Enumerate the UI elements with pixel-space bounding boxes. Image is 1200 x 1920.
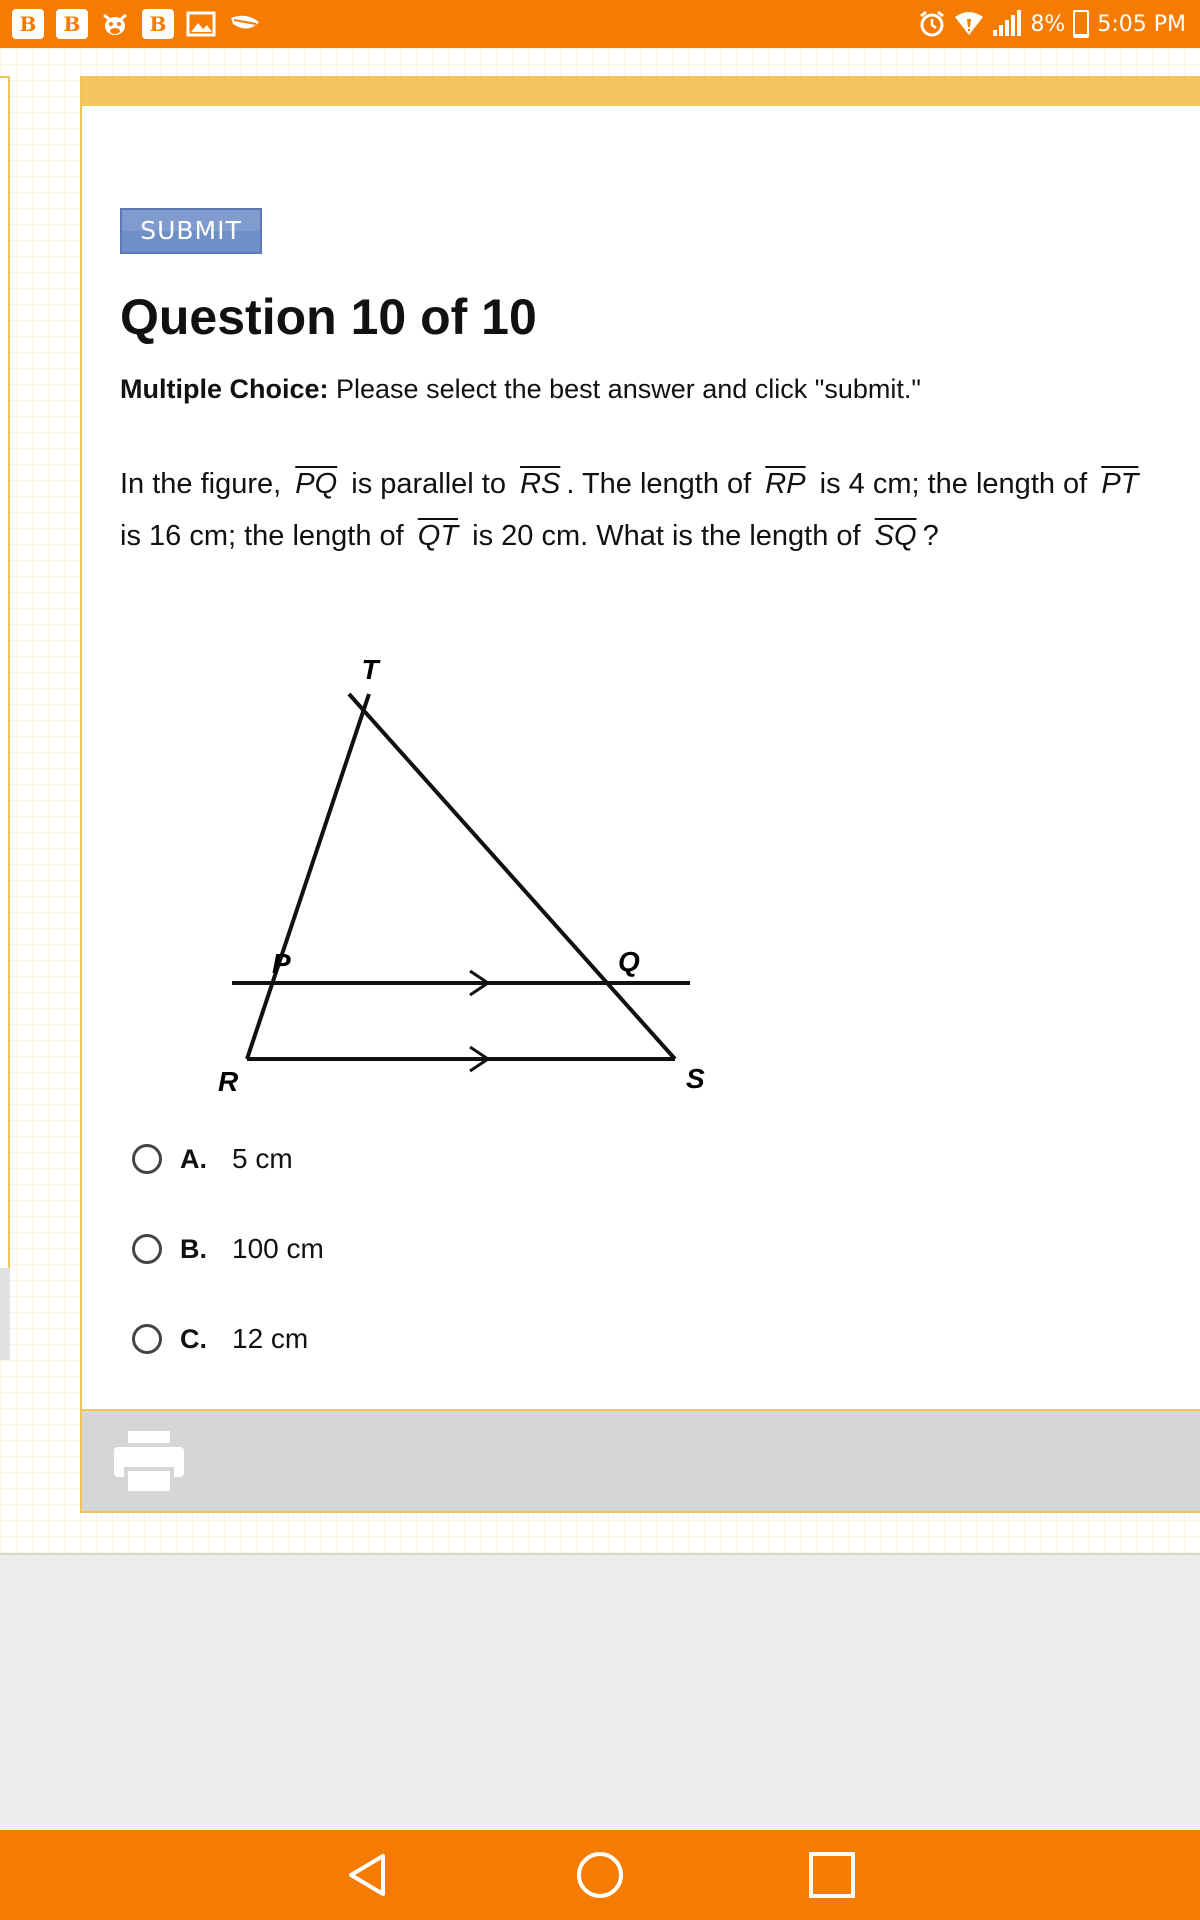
choice-a[interactable] bbox=[132, 1114, 832, 1204]
segment-sq: $\overline{SQ}$ bbox=[874, 520, 917, 552]
label-t: T bbox=[361, 654, 379, 685]
problem-text-part: In the figure, bbox=[120, 468, 282, 500]
quiz-panel bbox=[80, 76, 1200, 1513]
question-title: Question 10 of 10 bbox=[120, 289, 537, 345]
previous-panel-footer-edge bbox=[0, 1268, 10, 1360]
notification-icons bbox=[12, 9, 274, 39]
question-title-clip bbox=[120, 289, 920, 346]
choice-letter: A. bbox=[180, 1143, 207, 1174]
problem-text-part: is parallel to bbox=[351, 468, 506, 500]
choice-c[interactable] bbox=[132, 1294, 832, 1384]
segment-qt: $\overline{QT}$ bbox=[417, 520, 459, 552]
app-b-icon: B bbox=[56, 9, 88, 39]
submit-button[interactable]: SUBMIT bbox=[120, 208, 262, 254]
problem-text bbox=[120, 458, 1160, 562]
choice-text: 5 cm bbox=[232, 1143, 293, 1174]
segment-ts-line bbox=[349, 694, 675, 1059]
choice-text: 12 cm bbox=[232, 1323, 309, 1354]
choice-letter: C. bbox=[180, 1323, 207, 1354]
segment-rs: $\overline{RS}$ bbox=[520, 468, 561, 500]
alarm-icon bbox=[918, 10, 946, 38]
instructions-text: Please select the best answer and click "submit." bbox=[336, 374, 921, 404]
battery-icon bbox=[1073, 10, 1089, 38]
problem-text-part: . The length of bbox=[566, 468, 752, 500]
battery-percent: 8% bbox=[1030, 11, 1066, 37]
leaf-icon bbox=[228, 10, 262, 38]
label-p: P bbox=[272, 948, 291, 979]
choice-text: 100 cm bbox=[232, 1233, 324, 1264]
problem-text-part: is 16 cm; the length of bbox=[120, 520, 404, 552]
instructions bbox=[120, 374, 921, 405]
problem-text-part: is 20 cm. What is the length of bbox=[472, 520, 861, 552]
choice-letter: B. bbox=[180, 1233, 207, 1264]
home-icon[interactable] bbox=[570, 1845, 630, 1905]
gallery-icon bbox=[186, 10, 216, 38]
label-q: Q bbox=[618, 946, 640, 977]
app-b-icon: B bbox=[142, 9, 174, 39]
previous-panel-edge bbox=[0, 76, 10, 1360]
navigation-bar bbox=[0, 1830, 1200, 1920]
radio-button[interactable] bbox=[132, 1324, 162, 1354]
label-r: R bbox=[218, 1066, 239, 1097]
page-bottom-area bbox=[0, 1553, 1200, 1830]
panel-header-bar bbox=[82, 78, 1200, 106]
problem-text-part: ? bbox=[922, 520, 939, 552]
print-icon[interactable] bbox=[112, 1429, 186, 1500]
instructions-label: Multiple Choice: bbox=[120, 374, 329, 404]
recents-icon[interactable] bbox=[802, 1845, 862, 1905]
system-icons bbox=[910, 10, 1186, 38]
segment-pt: $\overline{PT}$ bbox=[1101, 468, 1139, 500]
signal-icon bbox=[992, 10, 1022, 38]
clock: 5:05 PM bbox=[1097, 11, 1186, 37]
panel-footer bbox=[82, 1409, 1200, 1511]
problem-text-part: is 4 cm; the length of bbox=[819, 468, 1088, 500]
radio-button[interactable] bbox=[132, 1144, 162, 1174]
radio-button[interactable] bbox=[132, 1234, 162, 1264]
segment-rp: $\overline{RP}$ bbox=[765, 468, 806, 500]
question-content[interactable] bbox=[82, 106, 1200, 1485]
triangle-figure bbox=[152, 631, 705, 1097]
segment-rt-line bbox=[247, 694, 369, 1059]
wifi-icon bbox=[954, 11, 984, 37]
status-bar bbox=[0, 0, 1200, 48]
cow-icon bbox=[100, 9, 130, 39]
label-s: S bbox=[686, 1063, 705, 1094]
segment-pq: $\overline{PQ}$ bbox=[295, 468, 338, 500]
choice-b[interactable] bbox=[132, 1204, 832, 1294]
app-b-icon: B bbox=[12, 9, 44, 39]
back-icon[interactable] bbox=[338, 1845, 398, 1905]
